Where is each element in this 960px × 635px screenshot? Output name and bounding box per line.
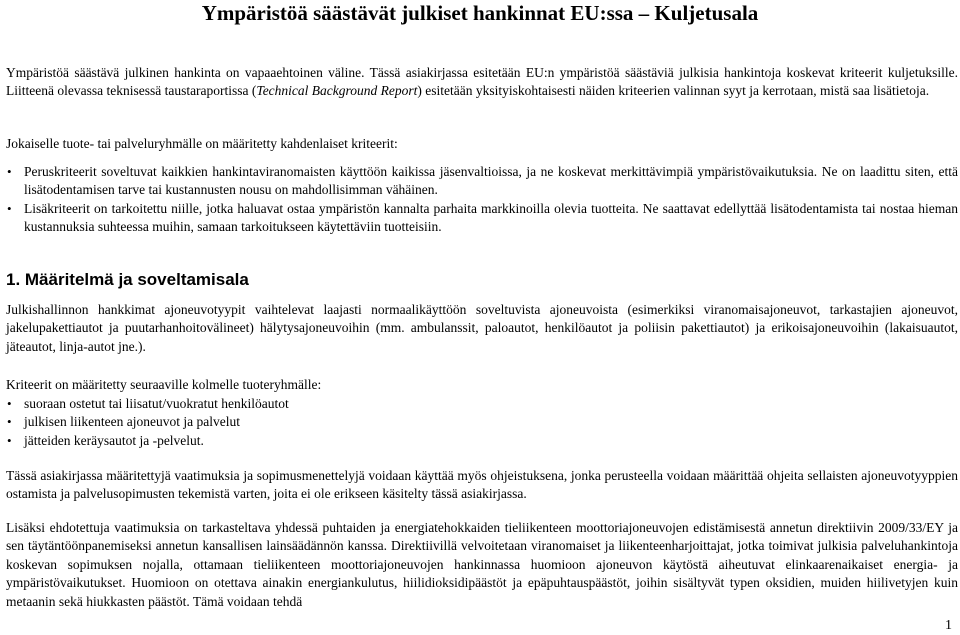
- bullet-icon: •: [7, 414, 12, 430]
- bullet-icon: •: [7, 432, 12, 448]
- list-item: [6, 432, 958, 450]
- criteria-lead: Jokaiselle tuote- tai palveluryhmälle on määritetty kahdenlaiset kriteerit:: [6, 136, 398, 151]
- criteria-comprehensive: Lisäkriteerit on tarkoitettu niille, jotka haluavat ostaa ympäristön kannalta parhaita markkinoilla olevia tuotteita. Ne saattavat edellyttää lisätodentamista tai nostaa hieman kustannuksia suhteessa muihin, samaan tarkoitukseen käytettäviin tuotteisiin.: [24, 200, 958, 235]
- intro-text-a: Ympäristöä säästävä julkinen hankinta on vapaaehtoinen väline. Tässä asiakirjassa esitetään EU:n ympäristöä säästäviä julkisia hankintoja koskevat kriteerit kuljetuksille. Liitteenä olevassa teknisessä taustaraportissa (: [6, 65, 958, 99]
- bullet-icon: •: [7, 396, 12, 411]
- directive-paragraph: Lisäksi ehdotettuja vaatimuksia on tarkasteltava yhdessä puhtaiden ja energiatehokkaiden tieliikenteen moottoriajoneuvojen edistämisestä annetun direktiivin 2009/33/EY ja sen täytäntöönpanemiseksi annetun kansallisen lainsäädännön kanssa. Direktiivillä velvoitetaan viranomaiset ja liikenteenharjoittajat, jotka toimivat julkisia palveluhankintoja koskevan sopimuksen nojalla, ottamaan tieliikenteen moottoriajoneuvojen hankinnassa huomioon ajoneuvon käytöstä aiheutuvat elinkaarenaikaiset energia- ja ympäristövaikutukset. Huomioon on otettava ainakin energiankulutus, hiilidioksidipäästöt ja epäpuhtauspäästöt, joihin sisältyvät typen oksidien, muiden hiilivetyjen kuin metaanin sekä hiukkasten päästöt. Tämä voidaan tehdä: [6, 520, 958, 609]
- list-item: [6, 163, 958, 200]
- bullet-icon: •: [7, 164, 12, 179]
- section-heading: 1. Määritelmä ja soveltamisala: [6, 270, 249, 289]
- list-item: [6, 200, 958, 237]
- product-groups-list: [6, 395, 958, 450]
- intro-paragraph: [6, 64, 958, 101]
- usage-paragraph: Tässä asiakirjassa määritettyjä vaatimuksia ja sopimusmenettelyjä voidaan käyttää myös ohjeistuksena, jonka perusteella voidaan määrittää ohjeita sellaisten ajoneuvotyyppien ostamista ja palvelusopimusten tekemistä varten, joita ei ole erikseen käsitelty tässä asiakirjassa.: [6, 468, 958, 502]
- scope-paragraph: Julkishallinnon hankkimat ajoneuvotyypit vaihtelevat laajasti normaalikäyttöön soveltuvista ajoneuvoista (esimerkiksi viranomaisajoneuvot, tarkastajien ajoneuvot, jakelupakettiautot ja puutarhanhoitovälineet) hälytysajoneuvoihin (mm. ambulanssit, paloautot, henkilöautot ja poliisin pakettiautot) ja erikoisajoneuvoihin (lakaisuautot, jäteautot, linja-autot jne.).: [6, 302, 958, 354]
- list-item: [6, 413, 958, 431]
- intro-text-b: ) esitetään yksityiskohtaisesti näiden kriteerien valinnan syyt ja kerrotaan, mistä saa lisätietoja.: [417, 83, 930, 99]
- report-name: Technical Background Report: [256, 83, 418, 99]
- product-group: jätteiden keräysautot ja -pelvelut.: [24, 432, 204, 448]
- page-number: 1: [945, 618, 952, 633]
- page-title: Ympäristöä säästävät julkiset hankinnat EU:ssa – Kuljetusala: [201, 1, 759, 25]
- product-groups-lead: Kriteerit on määritetty seuraaville kolmelle tuoteryhmälle:: [6, 377, 322, 392]
- product-group: julkisen liikenteen ajoneuvot ja palvelut: [24, 414, 240, 430]
- list-item: [6, 395, 958, 413]
- product-group: suoraan ostetut tai liisatut/vuokratut henkilöautot: [24, 396, 289, 411]
- criteria-core: Peruskriteerit soveltuvat kaikkien hankintaviranomaisten käyttöön kaikissa jäsenvaltioissa, ja ne koskevat merkittävimpiä ympäristövaikutuksia. Ne on laadittu siten, että lisätodentamisen tarve tai kustannusten nousu on mahdollisimman vähäinen.: [24, 164, 958, 198]
- criteria-list: [6, 163, 958, 237]
- bullet-icon: •: [7, 200, 12, 216]
